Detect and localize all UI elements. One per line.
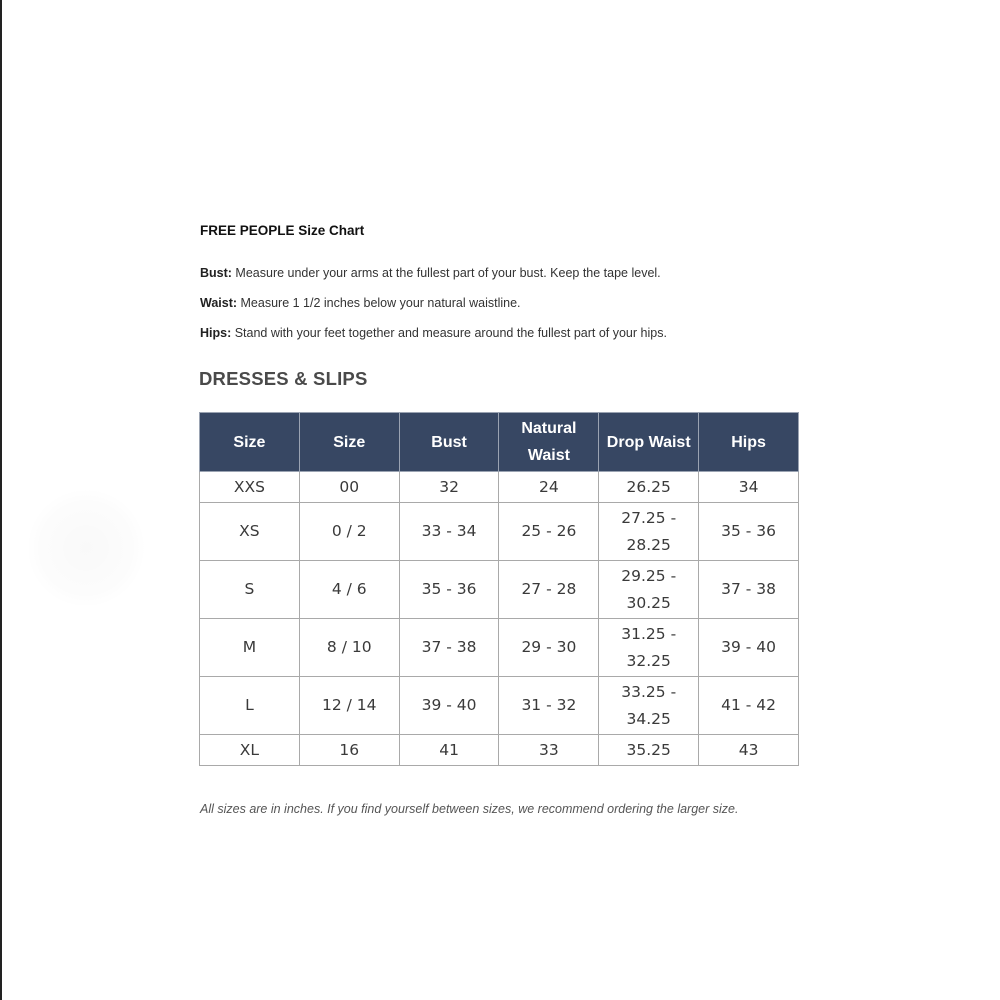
table-cell: 41 - 42 xyxy=(699,677,799,735)
table-cell: 37 - 38 xyxy=(699,561,799,619)
bust-definition xyxy=(200,266,661,280)
table-row xyxy=(200,561,799,619)
table-cell: 0 / 2 xyxy=(299,503,399,561)
table-cell: 35 - 36 xyxy=(699,503,799,561)
table-row xyxy=(200,735,799,766)
table-cell: 33.25 - 34.25 xyxy=(599,677,699,735)
table-cell: 31.25 - 32.25 xyxy=(599,619,699,677)
table-cell: 8 / 10 xyxy=(299,619,399,677)
table-cell: 27 - 28 xyxy=(499,561,599,619)
page-title: FREE PEOPLE Size Chart xyxy=(200,223,365,238)
table-cell: 39 - 40 xyxy=(399,677,499,735)
table-cell: 4 / 6 xyxy=(299,561,399,619)
hips-definition xyxy=(200,326,667,340)
table-cell: 39 - 40 xyxy=(699,619,799,677)
table-cell: 35 - 36 xyxy=(399,561,499,619)
table-cell: 41 xyxy=(399,735,499,766)
left-edge-border xyxy=(0,0,2,1000)
header-size-letter: Size xyxy=(200,413,300,472)
table-cell: 35.25 xyxy=(599,735,699,766)
table-cell: M xyxy=(200,619,300,677)
background-smudge xyxy=(28,488,144,608)
table-cell: 33 - 34 xyxy=(399,503,499,561)
table-cell: 33 xyxy=(499,735,599,766)
table-cell: 32 xyxy=(399,472,499,503)
table-cell: 25 - 26 xyxy=(499,503,599,561)
hips-text: Stand with your feet together and measure around the fullest part of your hips. xyxy=(231,326,667,340)
section-title: DRESSES & SLIPS xyxy=(199,368,368,389)
size-table xyxy=(199,412,799,766)
hips-label: Hips: xyxy=(200,326,232,340)
bust-text: Measure under your arms at the fullest part of your bust. Keep the tape level. xyxy=(231,266,661,280)
table-cell: 31 - 32 xyxy=(499,677,599,735)
table-cell: 29 - 30 xyxy=(499,619,599,677)
table-row xyxy=(200,619,799,677)
table-cell: XL xyxy=(200,735,300,766)
waist-text: Measure 1 1/2 inches below your natural waistline. xyxy=(237,296,521,310)
sizing-note: All sizes are in inches. If you find yourself between sizes, we recommend ordering the larger size. xyxy=(200,802,739,816)
table-cell: 16 xyxy=(299,735,399,766)
table-cell: L xyxy=(200,677,300,735)
header-bust: Bust xyxy=(399,413,499,472)
bust-label: Bust: xyxy=(200,266,232,280)
table-cell: XS xyxy=(200,503,300,561)
table-row xyxy=(200,472,799,503)
table-cell: S xyxy=(200,561,300,619)
table-cell: 00 xyxy=(299,472,399,503)
header-hips: Hips xyxy=(699,413,799,472)
table-row xyxy=(200,677,799,735)
waist-label: Waist: xyxy=(200,296,238,310)
table-cell: 24 xyxy=(499,472,599,503)
table-cell: 12 / 14 xyxy=(299,677,399,735)
table-cell: 26.25 xyxy=(599,472,699,503)
table-cell: 37 - 38 xyxy=(399,619,499,677)
table-cell: 43 xyxy=(699,735,799,766)
table-cell: XXS xyxy=(200,472,300,503)
table-header-row xyxy=(200,413,799,472)
header-natural-waist: Natural Waist xyxy=(499,413,599,472)
table-cell: 29.25 - 30.25 xyxy=(599,561,699,619)
waist-definition xyxy=(200,296,521,310)
table-cell: 27.25 - 28.25 xyxy=(599,503,699,561)
table-cell: 34 xyxy=(699,472,799,503)
header-drop-waist: Drop Waist xyxy=(599,413,699,472)
header-size-number: Size xyxy=(299,413,399,472)
table-row xyxy=(200,503,799,561)
